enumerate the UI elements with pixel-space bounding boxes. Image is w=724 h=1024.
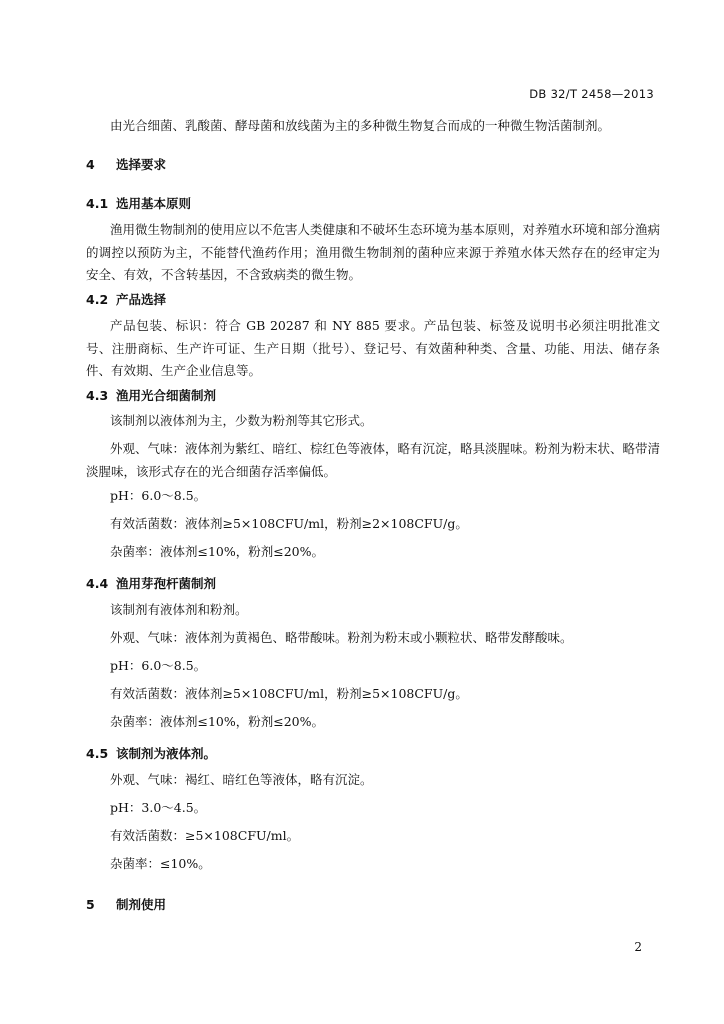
- paragraph-4-5-impurity: 杂菌率：≤10%。: [110, 856, 211, 871]
- header-rule: [86, 104, 654, 105]
- paragraph-4-2: 产品包装、标识：符合 GB 20287 和 NY 885 要求。产品包装、标签及说明书必须注明批准文号、注册商标、生产许可证、生产日期（批号）、登记号、有效菌种种类、含量、功能、用法、储存条件、有效期、生产企业信息等。: [86, 318, 660, 378]
- paragraph-definition: 由光合细菌、乳酸菌、酵母菌和放线菌为主的多种微生物复合而成的一种微生物活菌制剂。: [110, 118, 611, 133]
- paragraph-4-4-appearance: 外观、气味：液体剂为黄褐色、略带酸味。粉剂为粉末或小颗粒状、略带发酵酸味。: [110, 630, 573, 645]
- paragraph-4-1: 渔用微生物制剂的使用应以不危害人类健康和不破坏生态环境为基本原则，对养殖水环境和部分渔病的调控以预防为主，不能替代渔药作用；渔用微生物制剂的菌种应来源于养殖水体天然存在的经审定为安全、有效，不含转基因，不含致病类的微生物。: [86, 222, 661, 282]
- paragraph-4-3-impurity: 杂菌率：液体剂≤10%，粉剂≤20%。: [110, 544, 325, 559]
- section-title: 该制剂为液体剂。: [116, 746, 217, 761]
- section-number: 4.1: [86, 196, 109, 211]
- section-number: 4.3: [86, 388, 109, 403]
- paragraph-4-5-ph: pH：3.0～4.5。: [110, 800, 207, 815]
- section-number: 4: [86, 157, 95, 172]
- section-number: 5: [86, 897, 95, 912]
- section-number: 4.2: [86, 292, 109, 307]
- section-4-heading: [86, 155, 166, 173]
- section-title: 渔用芽孢杆菌制剂: [116, 576, 217, 591]
- paragraph-4-4-impurity: 杂菌率：液体剂≤10%，粉剂≤20%。: [110, 714, 325, 729]
- section-title: 产品选择: [116, 292, 167, 307]
- paragraph-4-3-form: 该制剂以液体剂为主，少数为粉剂等其它形式。: [110, 413, 373, 428]
- paragraph-4-4-form: 该制剂有液体剂和粉剂。: [110, 602, 248, 617]
- section-4-1-heading: [86, 194, 191, 212]
- section-title: 渔用光合细菌制剂: [116, 388, 217, 403]
- page-number: 2: [634, 940, 642, 954]
- section-number: 4.4: [86, 576, 109, 591]
- paragraph-4-5-appearance: 外观、气味：褐红、暗红色等液体，略有沉淀。: [110, 772, 373, 787]
- paragraph-4-4-ph: pH：6.0～8.5。: [110, 658, 207, 673]
- section-title: 制剂使用: [116, 897, 167, 912]
- paragraph-4-3-ph: pH：6.0～8.5。: [110, 488, 207, 503]
- section-title: 选择要求: [116, 157, 167, 172]
- section-title: 选用基本原则: [116, 196, 192, 211]
- paragraph-4-4-count: 有效活菌数：液体剂≥5×108CFU/ml，粉剂≥5×108CFU/g。: [110, 686, 468, 701]
- section-5-heading: [86, 895, 166, 913]
- section-4-4-heading: [86, 574, 216, 592]
- section-4-5-heading: [86, 744, 216, 762]
- section-4-2-heading: [86, 290, 166, 308]
- paragraph-4-3-count: 有效活菌数：液体剂≥5×108CFU/ml，粉剂≥2×108CFU/g。: [110, 516, 468, 531]
- paragraph-4-3-appearance: 外观、气味：液体剂为紫红、暗红、棕红色等液体，略有沉淀，略具淡腥味。粉剂为粉末状、略带清淡腥味，该形式存在的光合细菌存活率偏低。: [86, 441, 661, 479]
- page-header: DB 32/T 2458—2013: [529, 87, 654, 101]
- section-number: 4.5: [86, 746, 109, 761]
- paragraph-4-5-count: 有效活菌数：≥5×108CFU/ml。: [110, 828, 300, 843]
- section-4-3-heading: [86, 386, 216, 404]
